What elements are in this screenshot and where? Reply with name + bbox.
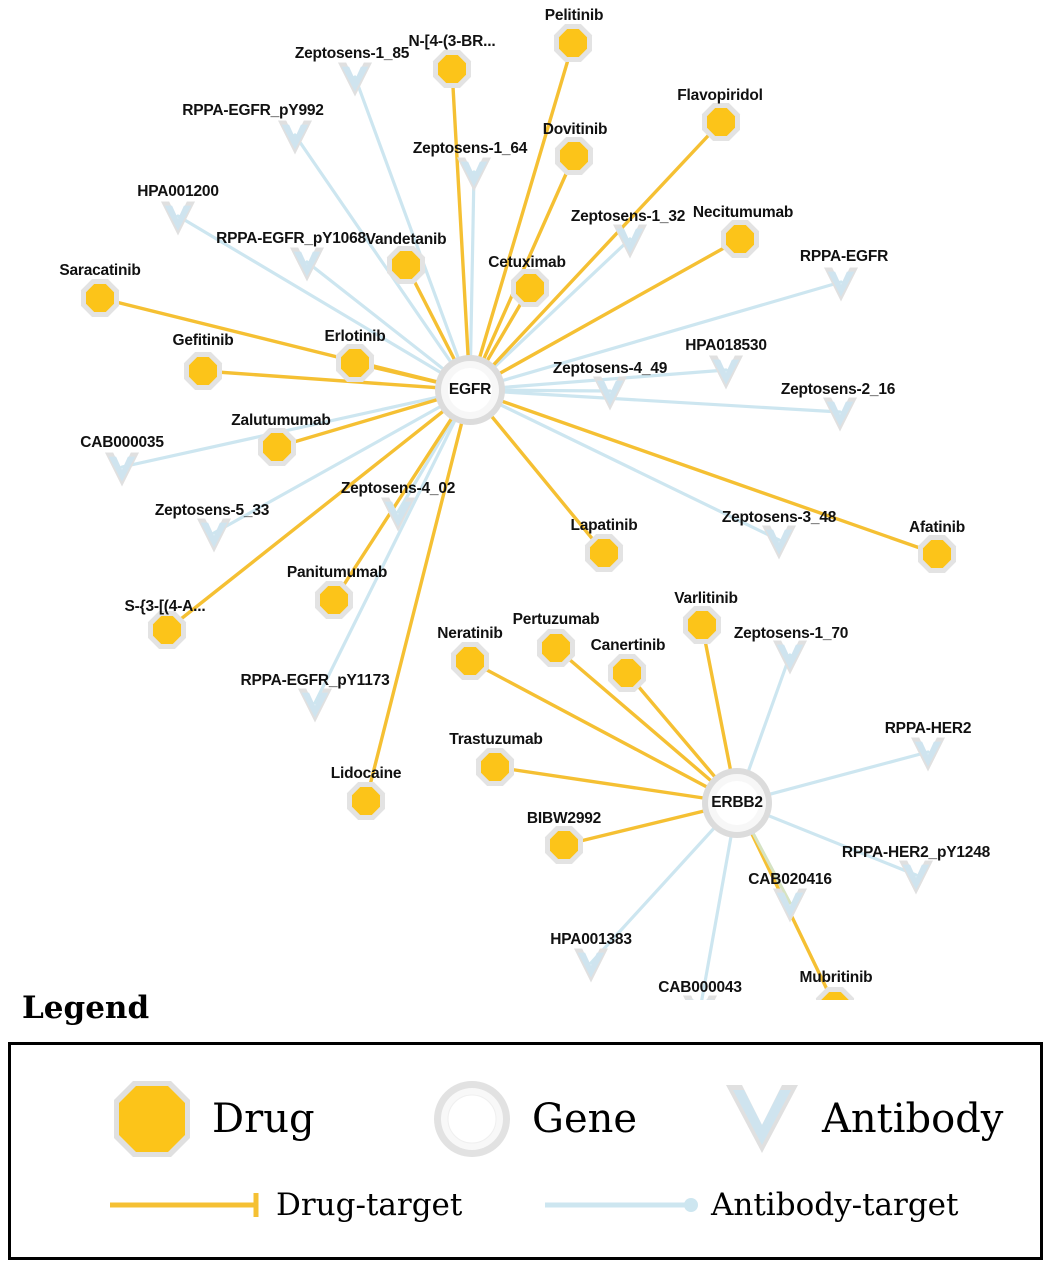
drug-node[interactable] bbox=[315, 581, 353, 619]
drug-node-label: Varlitinib bbox=[674, 590, 738, 607]
drug-node-label: Canertinib bbox=[590, 637, 666, 654]
drug-node-label: Cetuximab bbox=[488, 254, 566, 271]
drug-node[interactable] bbox=[451, 642, 489, 680]
edge-antibody-target bbox=[315, 390, 470, 703]
drug-node[interactable] bbox=[511, 269, 549, 307]
antibody-node-label: Zeptosens-1_64 bbox=[412, 140, 528, 157]
legend bbox=[0, 990, 1059, 1223]
antibody-node-label: RPPA-HER2 bbox=[884, 720, 972, 737]
drug-node-label: Vandetanib bbox=[365, 231, 447, 248]
gene-node-label: ERBB2 bbox=[711, 794, 763, 811]
antibody-node-label: Zeptosens-4_49 bbox=[552, 360, 668, 377]
drug-node[interactable] bbox=[184, 352, 222, 390]
legend-title: Legend bbox=[22, 990, 150, 1026]
drug-node[interactable] bbox=[387, 246, 425, 284]
drug-node-label: Trastuzumab bbox=[449, 731, 543, 748]
drug-node-label: Mubritinib bbox=[799, 969, 873, 986]
drug-node[interactable] bbox=[433, 50, 471, 88]
drug-node[interactable] bbox=[555, 137, 593, 175]
antibody-node-label: Zeptosens-2_16 bbox=[780, 381, 896, 398]
drug-node-label: Lapatinib bbox=[570, 517, 638, 534]
legend-item-gene bbox=[426, 1073, 637, 1165]
antibody-node[interactable] bbox=[574, 949, 608, 983]
drug-node[interactable] bbox=[258, 428, 296, 466]
drug-node-label: S-{3-[(4-A... bbox=[124, 598, 206, 615]
antibody-node[interactable] bbox=[613, 225, 647, 259]
drug-node[interactable] bbox=[608, 654, 646, 692]
drug-node-label: Dovitinib bbox=[542, 121, 608, 138]
drug-node[interactable] bbox=[347, 782, 385, 820]
drug-node-label: N-[4-(3-BR... bbox=[408, 33, 496, 50]
drug-node[interactable] bbox=[585, 534, 623, 572]
antibody-node-label: CAB020416 bbox=[748, 871, 832, 888]
antibody-node[interactable] bbox=[593, 377, 627, 411]
drug-node[interactable] bbox=[554, 24, 592, 62]
antibody-node-label: Zeptosens-1_70 bbox=[733, 625, 849, 642]
legend-item-antibody bbox=[716, 1073, 1003, 1165]
antibody-node-label: RPPA-EGFR_pY1068 bbox=[216, 230, 366, 247]
drug-node-label: Saracatinib bbox=[59, 262, 141, 279]
drug-node-label: Zalutumumab bbox=[231, 412, 331, 429]
antibody-node-label: RPPA-EGFR_pY1173 bbox=[240, 672, 390, 689]
edge-drug-target bbox=[470, 43, 573, 390]
antibody-node-label: HPA018530 bbox=[685, 337, 767, 354]
drug-node[interactable] bbox=[476, 748, 514, 786]
legend-label-drug-target: Drug-target bbox=[276, 1187, 463, 1223]
legend-item-antibody-target bbox=[541, 1185, 958, 1225]
drug-node[interactable] bbox=[721, 220, 759, 258]
drug-node-label: BIBW2992 bbox=[526, 810, 602, 827]
antibody-node[interactable] bbox=[762, 526, 796, 560]
legend-label-gene: Gene bbox=[532, 1096, 638, 1142]
edge-drug-target bbox=[452, 69, 470, 390]
antibody-node[interactable] bbox=[823, 398, 857, 432]
antibody-node-label: Zeptosens-1_85 bbox=[294, 45, 410, 62]
antibody-target-edge-icon bbox=[541, 1185, 701, 1225]
antibody-node-label: RPPA-EGFR_pY992 bbox=[182, 102, 324, 119]
antibody-node-label: Zeptosens-4_02 bbox=[340, 480, 456, 497]
legend-label-antibody-target: Antibody-target bbox=[711, 1187, 959, 1223]
drug-node-label: Pertuzumab bbox=[512, 611, 600, 628]
antibody-node[interactable] bbox=[161, 202, 195, 236]
legend-edges-row bbox=[11, 1185, 1040, 1245]
antibody-node-label: Zeptosens-5_33 bbox=[154, 502, 270, 519]
legend-label-drug: Drug bbox=[212, 1096, 315, 1142]
antibody-node[interactable] bbox=[773, 889, 807, 923]
drug-node-label: Afatinib bbox=[908, 519, 966, 536]
gene-circle-icon bbox=[426, 1073, 518, 1165]
drug-node[interactable] bbox=[702, 103, 740, 141]
antibody-node[interactable] bbox=[298, 689, 332, 723]
legend-label-antibody: Antibody bbox=[822, 1096, 1004, 1142]
drug-node[interactable] bbox=[148, 611, 186, 649]
drug-node-label: Necitumumab bbox=[692, 204, 794, 221]
antibody-node[interactable] bbox=[197, 519, 231, 553]
antibody-node-label: Zeptosens-3_48 bbox=[721, 509, 837, 526]
legend-item-drug-target bbox=[106, 1185, 462, 1225]
drug-target-edge-icon bbox=[106, 1185, 266, 1225]
legend-shapes-row bbox=[11, 1063, 1040, 1173]
antibody-node[interactable] bbox=[899, 861, 933, 895]
antibody-node[interactable] bbox=[709, 356, 743, 390]
antibody-node-label: RPPA-EGFR bbox=[799, 248, 889, 265]
legend-box bbox=[8, 1042, 1043, 1260]
drug-octagon-icon bbox=[106, 1073, 198, 1165]
drug-node-label: Neratinib bbox=[437, 625, 503, 642]
drug-node[interactable] bbox=[545, 826, 583, 864]
edge-drug-target bbox=[470, 390, 937, 554]
antibody-node-label: CAB000035 bbox=[80, 434, 164, 451]
drug-node-label: Lidocaine bbox=[330, 765, 402, 782]
drug-node-label: Flavopiridol bbox=[677, 87, 763, 104]
drug-node[interactable] bbox=[918, 535, 956, 573]
drug-node[interactable] bbox=[537, 629, 575, 667]
antibody-node-label: RPPA-HER2_pY1248 bbox=[841, 844, 991, 861]
antibody-node-label: HPA001200 bbox=[137, 183, 219, 200]
drug-node-label: Pelitinib bbox=[544, 7, 604, 24]
antibody-chevron-icon bbox=[716, 1073, 808, 1165]
gene-node-label: EGFR bbox=[448, 381, 492, 398]
antibody-node-label: HPA001383 bbox=[550, 931, 632, 948]
drug-node[interactable] bbox=[336, 344, 374, 382]
drug-node[interactable] bbox=[81, 279, 119, 317]
antibody-node-label: Zeptosens-1_32 bbox=[570, 208, 686, 225]
antibody-node-label: CAB000043 bbox=[658, 979, 742, 996]
drug-node-label: Panitumumab bbox=[286, 564, 388, 581]
drug-node-label: Erlotinib bbox=[324, 328, 386, 345]
drug-node[interactable] bbox=[683, 606, 721, 644]
antibody-node[interactable] bbox=[105, 453, 139, 487]
drug-node-label: Gefitinib bbox=[172, 332, 234, 349]
antibody-node[interactable] bbox=[290, 248, 324, 282]
legend-item-drug bbox=[106, 1073, 315, 1165]
